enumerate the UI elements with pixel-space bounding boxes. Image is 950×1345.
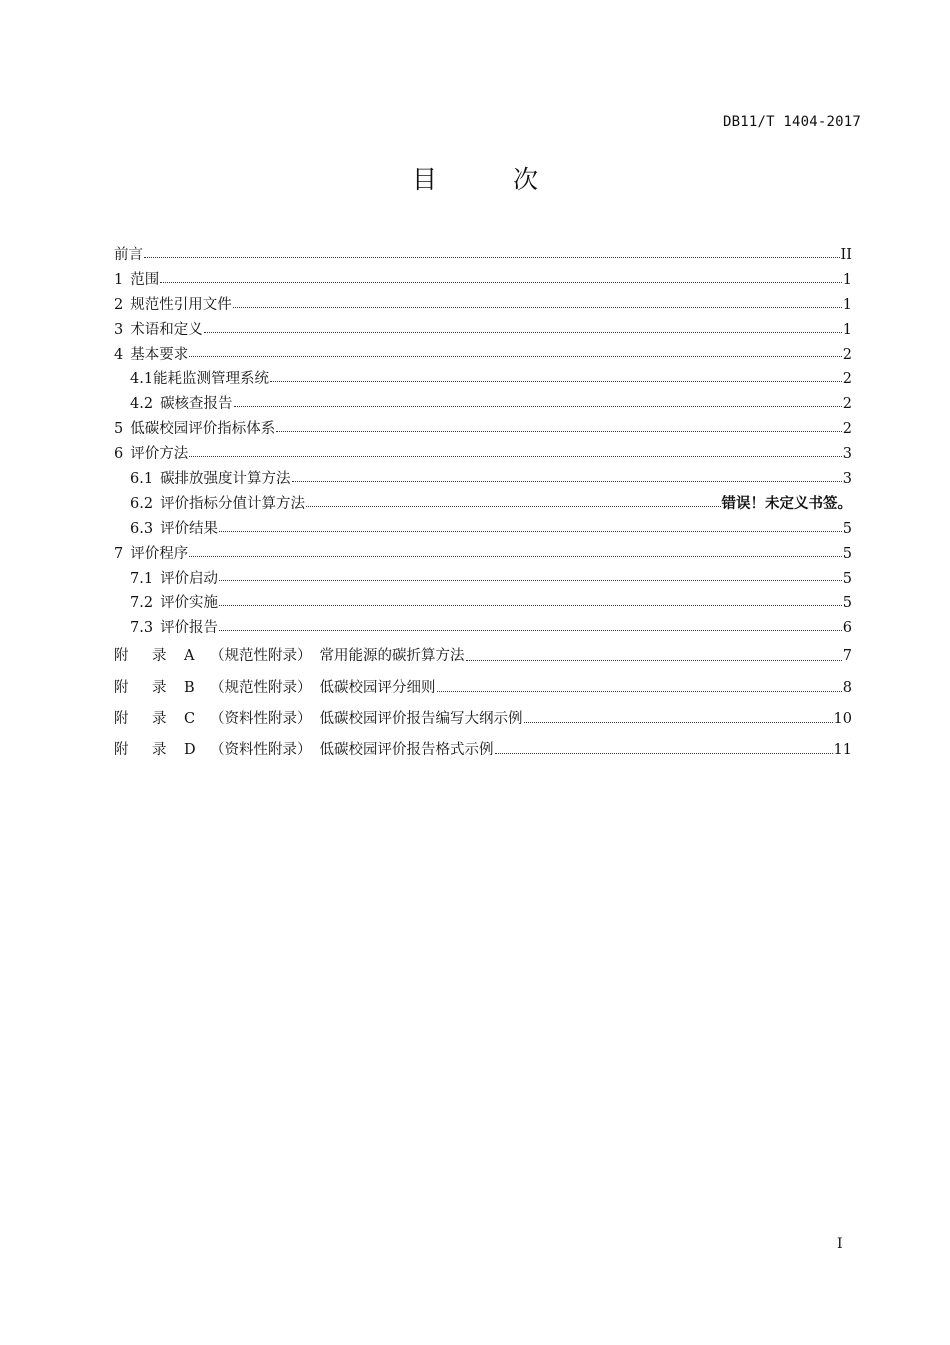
toc-entry-page: 3	[842, 471, 852, 488]
annex-prefix-1: 附	[114, 679, 129, 696]
annex-kind: （资料性附录）	[210, 710, 312, 727]
annex-letter: C	[184, 710, 196, 727]
toc-entry-label: 碳核查报告	[160, 396, 233, 413]
dot-leader	[204, 331, 842, 333]
annex-prefix-1: 附	[114, 710, 129, 727]
toc-entry-label: 前言	[114, 247, 143, 263]
dot-leader	[160, 281, 842, 283]
toc-annex-b[interactable]	[114, 673, 852, 704]
toc-entry-label: 评价指标分值计算方法	[160, 495, 306, 512]
bookmark-error-text: 错误！未定义书签。	[721, 495, 852, 512]
toc-entry-1[interactable]	[114, 268, 852, 293]
dot-leader	[524, 721, 833, 723]
dot-leader	[189, 455, 842, 457]
annex-label: 低碳校园评价报告编写大纲示例	[319, 710, 523, 727]
dot-leader	[495, 752, 833, 754]
toc-entry-label: 低碳校园评价指标体系	[130, 421, 276, 438]
dot-leader	[233, 306, 842, 308]
toc-entry-label: 碳排放强度计算方法	[160, 471, 291, 488]
toc-entry-label: 评价启动	[160, 570, 219, 587]
annex-kind: （规范性附录）	[210, 679, 312, 696]
dot-leader	[306, 505, 720, 507]
annex-kind: （资料性附录）	[210, 742, 312, 759]
toc-entry-7[interactable]	[114, 542, 852, 567]
toc-entry-page: 2	[842, 371, 852, 388]
toc-entry-number: 1	[114, 271, 124, 288]
annex-prefix-1: 附	[114, 742, 129, 759]
toc-entry-label: 评价实施	[160, 595, 219, 612]
toc-entry-page: 6	[842, 620, 852, 637]
toc-entry-number: 4	[114, 346, 124, 363]
annex-kind: （规范性附录）	[210, 648, 312, 665]
toc-entry-number: 5	[114, 421, 124, 438]
annex-prefix-2: 录	[152, 648, 167, 665]
toc-entry-number: 3	[114, 321, 124, 338]
table-of-contents	[114, 243, 852, 766]
toc-entry-number: 7.3	[130, 620, 154, 637]
dot-leader	[189, 555, 842, 557]
toc-entry-page: 1	[842, 271, 852, 288]
dot-leader	[144, 256, 840, 258]
toc-entry-number: 2	[114, 296, 124, 313]
toc-entry-number: 6	[114, 446, 124, 463]
toc-entry-page: 5	[842, 520, 852, 537]
dot-leader	[466, 659, 842, 661]
toc-entry-page: 10	[833, 710, 852, 727]
annex-prefix-2: 录	[152, 710, 167, 727]
annex-letter: D	[184, 742, 196, 759]
toc-entry-3[interactable]	[114, 318, 852, 343]
toc-annex-a[interactable]	[114, 641, 852, 672]
toc-entry-label: 评价结果	[160, 520, 219, 537]
toc-entry-2[interactable]	[114, 293, 852, 318]
toc-entry-label: 评价报告	[160, 620, 219, 637]
toc-entry-7-2[interactable]	[114, 591, 852, 616]
toc-annex-c[interactable]	[114, 704, 852, 735]
toc-entry-5[interactable]	[114, 417, 852, 442]
dot-leader	[189, 355, 842, 357]
dot-leader	[292, 480, 842, 482]
toc-entry-page: II	[840, 247, 852, 263]
toc-entry-6-3[interactable]	[114, 517, 852, 542]
toc-entry-page: 5	[842, 570, 852, 587]
annex-letter: B	[184, 679, 195, 696]
dot-leader	[270, 380, 842, 382]
dot-leader	[219, 629, 842, 631]
toc-entry-label: 能耗监测管理系统	[153, 371, 270, 388]
toc-entry-number: 6.2	[130, 495, 154, 512]
toc-entry-label: 评价方法	[130, 446, 189, 463]
toc-entry-7-3[interactable]	[114, 616, 852, 641]
page-title: 目 次	[412, 165, 572, 194]
toc-entry-6-2[interactable]	[114, 492, 852, 517]
toc-entry-page: 2	[842, 396, 852, 413]
dot-leader	[219, 530, 842, 532]
dot-leader	[437, 690, 842, 692]
toc-entry-number: 6.1	[130, 471, 154, 488]
toc-entry-label: 基本要求	[130, 346, 189, 363]
annex-label: 低碳校园评价报告格式示例	[319, 742, 494, 759]
toc-entry-foreword[interactable]	[114, 243, 852, 268]
toc-entry-page: 11	[833, 742, 852, 759]
toc-entry-page: 1	[842, 296, 852, 313]
toc-entry-label: 术语和定义	[130, 321, 203, 338]
annex-prefix-2: 录	[152, 742, 167, 759]
annex-label: 低碳校园评分细则	[319, 679, 436, 696]
toc-entry-7-1[interactable]	[114, 567, 852, 592]
toc-entry-6[interactable]	[114, 442, 852, 467]
toc-entry-page: 2	[842, 346, 852, 363]
toc-entry-number: 7.1	[130, 570, 154, 587]
toc-annex-d[interactable]	[114, 735, 852, 766]
annex-label: 常用能源的碳折算方法	[319, 648, 465, 665]
toc-entry-page: 5	[842, 595, 852, 612]
toc-entry-number: 7.2	[130, 595, 154, 612]
toc-entry-page: 3	[842, 446, 852, 463]
annex-prefix-2: 录	[152, 679, 167, 696]
toc-entry-label: 范围	[130, 271, 160, 288]
toc-entry-6-1[interactable]	[114, 467, 852, 492]
dot-leader	[234, 405, 842, 407]
annex-prefix-1: 附	[114, 648, 129, 665]
toc-entry-page: 5	[842, 545, 852, 562]
toc-entry-number: 4.1	[130, 371, 154, 388]
page-number: I	[837, 1236, 843, 1252]
annex-letter: A	[184, 648, 195, 665]
dot-leader	[219, 604, 842, 606]
toc-entry-number: 7	[114, 545, 124, 562]
toc-entry-number: 6.3	[130, 520, 154, 537]
toc-entry-page: 1	[842, 321, 852, 338]
toc-entry-4-2[interactable]	[114, 392, 852, 417]
dot-leader	[219, 579, 842, 581]
toc-entry-page: 7	[842, 648, 852, 665]
toc-entry-page: 8	[842, 679, 852, 696]
toc-entry-label: 规范性引用文件	[130, 296, 232, 313]
toc-entry-page: 2	[842, 421, 852, 438]
toc-entry-4-1[interactable]	[114, 367, 852, 392]
toc-entry-4[interactable]	[114, 343, 852, 368]
toc-entry-label: 评价程序	[130, 545, 189, 562]
standard-code: DB11/T 1404-2017	[722, 114, 861, 130]
toc-entry-number: 4.2	[130, 396, 154, 413]
dot-leader	[276, 430, 842, 432]
